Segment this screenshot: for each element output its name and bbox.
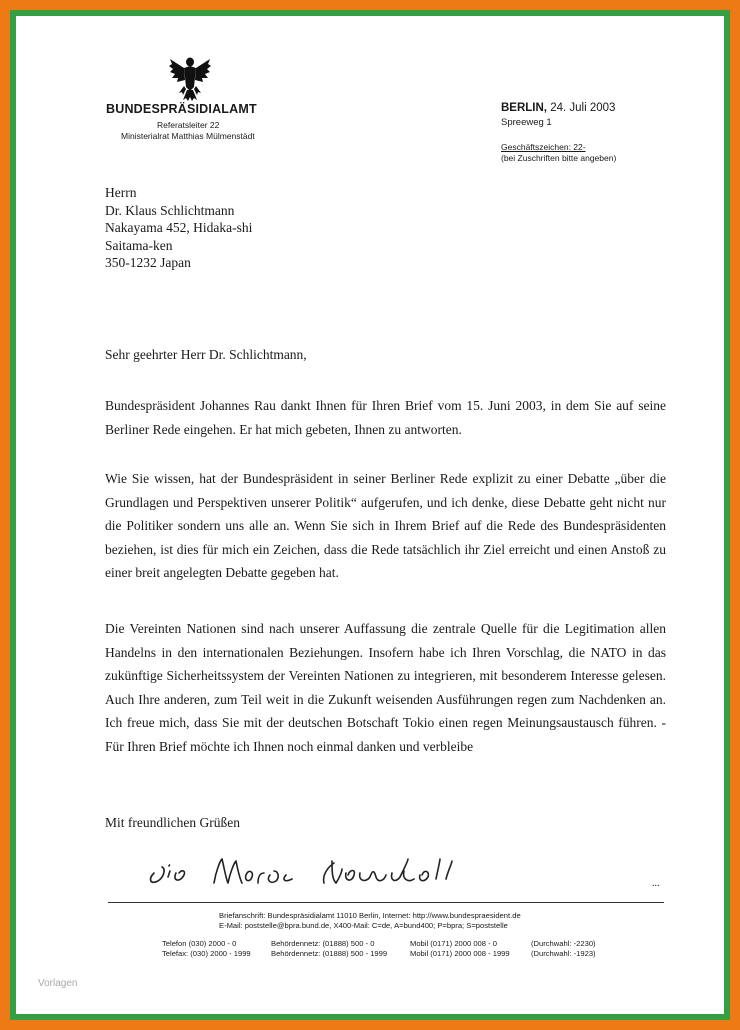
signature-trailing-dots: ... xyxy=(652,878,660,889)
reference-note: (bei Zuschriften bitte angeben) xyxy=(501,153,617,163)
footer-divider xyxy=(108,902,664,903)
footer-mobil-fax: Mobil (0171) 2000 008 - 1999 xyxy=(410,949,510,958)
footer-telefax: Telefax: (030) 2000 - 1999 xyxy=(162,949,251,958)
address-line: Saitama-ken xyxy=(105,237,173,253)
street-address: Spreeweg 1 xyxy=(501,117,552,128)
letter-page xyxy=(16,16,724,1014)
place-date xyxy=(501,102,615,114)
footer-durchwahl-tel: (Durchwahl: -2230) xyxy=(531,939,596,948)
body-paragraph: Die Vereinten Nationen sind nach unserer Auffassung die zentrale Quelle für die Legitimation allen Handelns in den internationalen Beziehungen. Insofern habe ich Ihren Vorschlag, die NATO in das zukünftige Sicherheitssystem der Vereinten Nationen zu integrieren, mit besonderem Interesse gelesen. Auch Ihre anderen, zum Teil weit in die Zukunft weisenden Ausführungen regen zum Nachdenken an. Ich freue mich, dass Sie mit der deutschen Botschaft Tokio einen regen Meinungsaustausch führen. - Für Ihren Brief möchte ich Ihnen noch einmal danken und verbleibe xyxy=(105,621,666,754)
org-department: Referatsleiter 22 xyxy=(157,120,220,130)
footer-email: E-Mail: poststelle@bpra.bund.de, X400-Mail: C=de, A=bund400; P=bpra; S=poststelle xyxy=(219,921,508,930)
reference-number: Geschäftszeichen: 22- xyxy=(501,142,586,152)
footer-behoerdennetz-tel: Behördennetz: (01888) 500 - 0 xyxy=(271,939,375,948)
footer-postal-address: Briefanschrift: Bundespräsidialamt 11010 Berlin, Internet: http://www.bundespraesident.de xyxy=(219,911,521,920)
salutation: Sehr geehrter Herr Dr. Schlichtmann, xyxy=(105,347,307,362)
city: BERLIN, xyxy=(501,102,547,114)
org-official: Ministerialrat Matthias Mülmenstädt xyxy=(121,131,255,141)
footer-mobil-tel: Mobil (0171) 2000 008 - 0 xyxy=(410,939,497,948)
closing-formula: Mit freundlichen Grüßen xyxy=(105,815,240,830)
organization-name: BUNDESPRÄSIDIALAMT xyxy=(106,102,257,116)
recipient-address xyxy=(105,184,252,272)
watermark: Vorlagen xyxy=(38,978,78,989)
address-line: Herrn xyxy=(105,185,137,200)
date: 24. Juli 2003 xyxy=(550,102,616,114)
footer-behoerdennetz-fax: Behördennetz: (01888) 500 - 1999 xyxy=(271,949,388,958)
footer-durchwahl-fax: (Durchwahl: -1923) xyxy=(531,949,596,958)
address-line: Nakayama 452, Hidaka-shi xyxy=(105,220,253,235)
body-paragraph: Wie Sie wissen, hat der Bundespräsident in seiner Berliner Rede explizit zu einer Debatte „über die Grundlagen und Perspektiven unserer Politik“ aufgerufen, und ich denke, diese Debatte geht nicht nur die Politiker sondern uns alle an. Wenn Sie sich in Ihrem Brief auf die Rede des Bundespräsidenten beziehen, ist dies für mich ein Zeichen, dass die Rede tatsächlich ihr Ziel erreicht und einen Anstoß zu einer breit angelegten Debatte gegeben hat. xyxy=(105,471,666,581)
federal-eagle-icon xyxy=(168,53,212,103)
address-line: 350-1232 Japan xyxy=(105,255,191,270)
address-line: Dr. Klaus Schlichtmann xyxy=(105,202,235,218)
body-paragraph: Bundespräsident Johannes Rau dankt Ihnen für Ihren Brief vom 15. Juni 2003, in dem Sie auf seine Berliner Rede eingehen. Er hat mich gebeten, Ihnen zu antworten. xyxy=(105,398,666,437)
handwritten-signature xyxy=(146,849,491,889)
footer-telefon: Telefon (030) 2000 - 0 xyxy=(162,939,237,948)
